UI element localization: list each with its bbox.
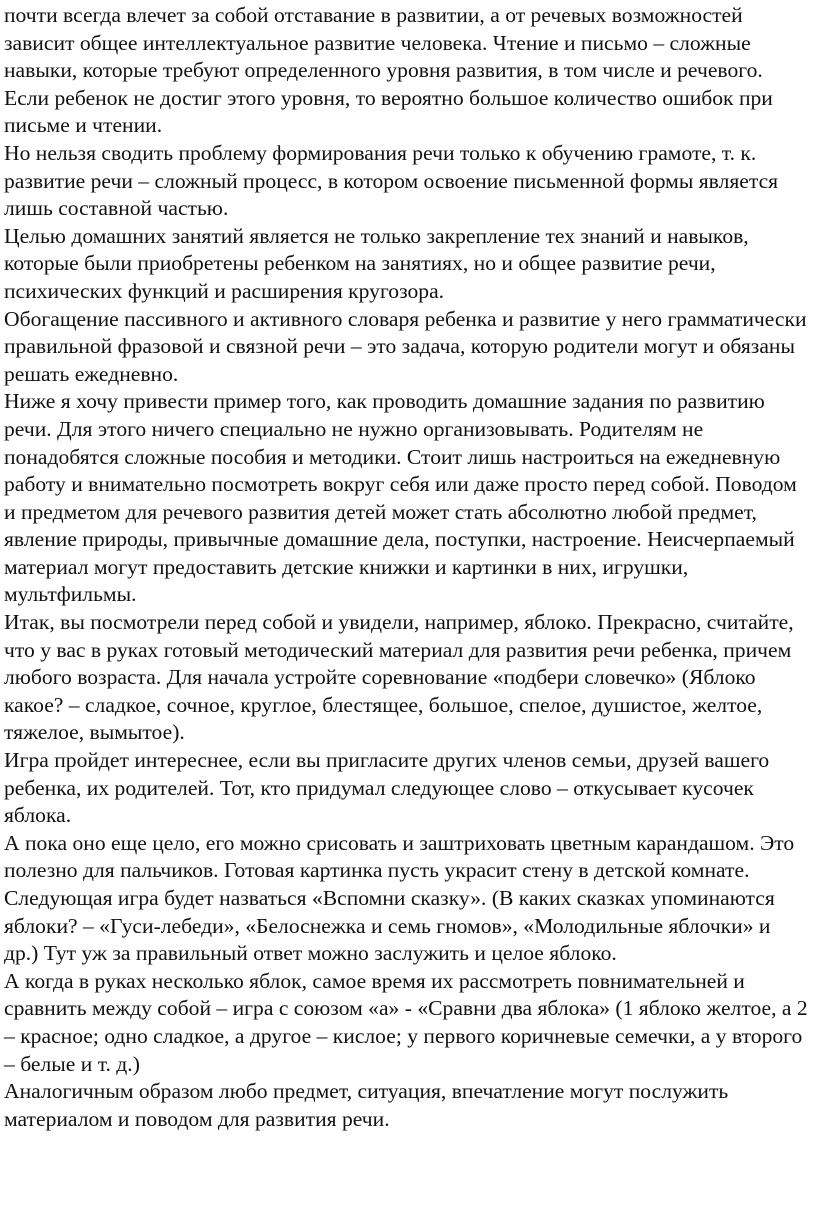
paragraph-8: А пока оно еще цело, его можно срисовать и заштриховать цветным карандашом. Это полезно для пальчиков. Готовая картинка пусть украсит стену в детской комнате. [4, 830, 795, 883]
paragraph-4: Обогащение пассивного и активного словаря ребенка и развитие у него грамматически правильной фразовой и связной речи – это задача, которую родители могут и обязаны решать ежедневно. [4, 306, 807, 386]
paragraph-11: Аналогичным образом любо предмет, ситуация, впечатление могут послужить материалом и поводом для развития речи. [4, 1079, 729, 1131]
paragraph-1: почти всегда влечет за собой отставание в развитии, а от речевых возможностей зависит общее интеллектуальное развитие человека. Чтение и письмо – сложные навыки, которые требуют определенного уровня развития, в том числе и речевого. Если ребенок не достиг этого уровня, то вероятно большое количество ошибок при письме и чтении. [4, 3, 773, 138]
paragraph-6: Итак, вы посмотрели перед собой и увидели, например, яблоко. Прекрасно, считайте, что у вас в руках готовый методический материал для развития речи ребенка, причем любого возраста. Для начала устройте соревнование «подбери словечко» (Яблоко какое? – сладкое, сочное, круглое, блестящее, большое, спелое, душистое, желтое, тяжелое, вымытое). [4, 610, 794, 745]
paragraph-5: Ниже я хочу привести пример того, как проводить домашние задания по развитию речи. Для этого ничего специально не нужно организовывать. Родителям не понадобятся сложные пособия и методики. Стоит лишь настроиться на ежедневную работу и внимательно посмотреть вокруг себя или даже просто перед собой. Поводом и предметом для речевого развития детей может стать абсолютно любой предмет, явление природы, привычные домашние дела, поступки, настроение. Неисчерпаемый материал могут предоставить детские книжки и картинки в них, игрушки, мультфильмы. [4, 389, 797, 607]
paragraph-9: Следующая игра будет назваться «Вспомни сказку». (В каких сказках упоминаются яблоки? – «Гуси-лебеди», «Белоснежка и семь гномов», «Молодильные яблочки» и др.) Тут уж за правильный ответ можно заслужить и целое яблоко. [4, 886, 775, 966]
paragraph-7: Игра пройдет интереснее, если вы пригласите других членов семьи, друзей вашего ребенка, их родителей. Тот, кто придумал следующее слово – откусывает кусочек яблока. [4, 748, 770, 828]
paragraph-10: А когда в руках несколько яблок, самое время их рассмотреть повнимательней и сравнить между собой – игра с союзом «а» - «Сравни два яблока» (1 яблоко желтое, а 2 – красное; одно сладкое, а другое – кислое; у первого коричневые семечки, а у второго – белые и т. д.) [4, 968, 808, 1076]
paragraph-2: Но нельзя сводить проблему формирования речи только к обучению грамоте, т. к. развитие речи – сложный процесс, в котором освоение письменной формы является лишь составной частью. [4, 140, 779, 221]
paragraph-3: Целью домашних занятий является не только закрепление тех знаний и навыков, которые были приобретены ребенком на занятиях, но и общее развитие речи, психических функций и расширения кругозора. [4, 223, 749, 303]
